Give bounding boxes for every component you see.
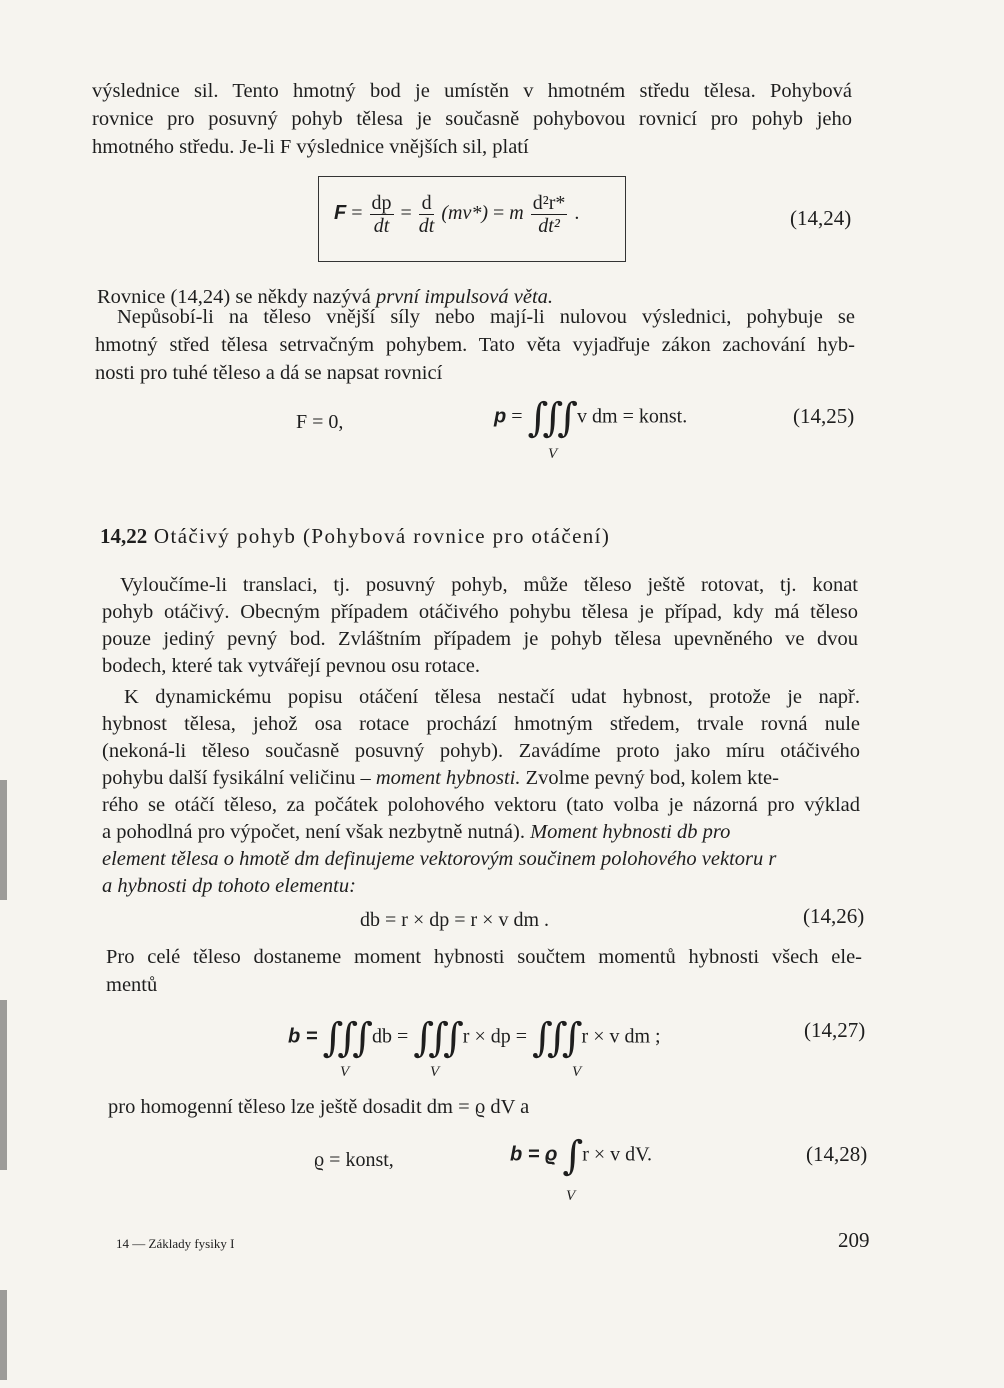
paragraph-line: (nekoná-li těleso současně posuvný pohyb). Zavádíme proto jako míru otáčivého <box>102 740 860 762</box>
section-heading: 14,22 Otáčivý pohyb (Pohybová rovnice pro otáčení) <box>100 524 611 548</box>
paragraph-line: výslednice sil. Tento hmotný bod je umístěn v hmotném středu tělesa. Pohybová <box>92 80 852 102</box>
paragraph-line: pohyb otáčivý. Obecným případem otáčivého pohybu tělesa je případ, kdy má těleso <box>102 601 858 623</box>
paragraph-line: Vyloučíme-li translaci, tj. posuvný pohyb, může těleso ještě rotovat, tj. konat <box>120 574 858 596</box>
equation-14-27: b = ∫∫∫ db = ∫∫∫ r × dp = ∫∫∫ r × v dm ; <box>288 1015 661 1061</box>
triple-integral-sign: ∫∫∫ <box>413 1015 458 1061</box>
equation-14-25-left: F = 0, <box>296 411 344 433</box>
integral-domain: V <box>566 1188 576 1204</box>
paragraph-line: hybnost tělesa, jehož osa rotace prochází hmotným středem, trvale rovná nule <box>102 713 860 735</box>
paragraph-line: rovnice pro posuvný pohyb tělesa je současně pohybovou rovnicí pro pohyb jeho <box>92 108 852 130</box>
integral-domain: V <box>548 446 558 462</box>
integral-domain: V <box>340 1064 350 1080</box>
integral-domain: V <box>572 1064 582 1080</box>
equation-14-26: db = r × dp = r × v dm . <box>360 909 549 931</box>
footer-signature: 14 — Základy fysiky I <box>116 1236 235 1251</box>
equation-14-24: F = $\frac{dp}{dt}$ = $\frac{d}{dt}$ (mv*) = m $\frac{\text{d²r*}}{\text{dt²}}$ . <box>334 192 580 237</box>
equation-number: (14,25) <box>793 404 855 428</box>
paragraph-line: pohybu další fysikální veličinu – moment hybnosti. Zvolme pevný bod, kolem kte- <box>102 767 779 789</box>
paragraph-line: hmotný střed tělesa setrvačným pohybem. Tato věta vyjadřuje zákon zachování hyb- <box>95 334 855 356</box>
binding-edge <box>0 780 7 900</box>
paragraph-line: nosti pro tuhé těleso a dá se napsat rovnicí <box>95 362 443 384</box>
paragraph-line: mentů <box>106 974 158 996</box>
fraction: $\frac{\text{d²r*}}{\text{dt²}}$ <box>532 192 566 237</box>
paragraph-line: pro homogenní těleso lze ještě dosadit dm = ϱ dV a <box>108 1096 530 1118</box>
paragraph-line: bodech, které tak vytvářejí pevnou osu rotace. <box>102 655 480 677</box>
paragraph-line: Rovnice (14,24) se někdy nazývá první impulsová věta. <box>97 286 554 308</box>
binding-edge <box>0 1000 7 1170</box>
equation-number: (14,27) <box>804 1018 866 1042</box>
equation-number: (14,28) <box>806 1142 868 1166</box>
equation-14-25: p = ∫∫∫ v dm = konst. <box>494 395 688 441</box>
triple-integral-sign: ∫∫∫ <box>322 1015 367 1061</box>
paragraph-line: Pro celé těleso dostaneme moment hybnosti součtem momentů hybnosti všech ele- <box>106 946 862 968</box>
paragraph-line: rého se otáčí těleso, za počátek polohového vektoru (tato volba je názorná pro výklad <box>102 794 860 816</box>
triple-integral-sign: ∫∫∫ <box>527 395 573 441</box>
integral-sign: ∫ <box>562 1133 578 1179</box>
equation-number: (14,24) <box>790 206 852 230</box>
paragraph-line: element tělesa o hmotě dm definujeme vektorovým součinem polohového vektoru r <box>102 848 777 870</box>
equation-term: F <box>334 202 347 225</box>
fraction: $\frac{d}{dt}$ <box>418 192 435 237</box>
triple-integral-sign: ∫∫∫ <box>532 1015 577 1061</box>
integral-domain: V <box>430 1064 440 1080</box>
page-number: 209 <box>838 1228 870 1252</box>
equation-14-28: b = ϱ ∫ r × v dV. <box>510 1133 653 1179</box>
paragraph-line: K dynamickému popisu otáčení tělesa nestačí udat hybnost, protože je např. <box>124 686 860 708</box>
equation-number: (14,26) <box>803 904 865 928</box>
paragraph-line: a hybnosti dp tohoto elementu: <box>102 875 356 897</box>
equation-14-28-left: ϱ = konst, <box>314 1149 394 1171</box>
paragraph-line: Nepůsobí-li na těleso vnější síly nebo mají-li nulovou výslednici, pohybuje se <box>117 306 855 328</box>
binding-edge <box>0 1290 7 1380</box>
fraction: $\frac{dp}{dt}$ <box>371 192 392 237</box>
paragraph-line: hmotného středu. Je-li F výslednice vnějších sil, platí <box>92 136 529 158</box>
paragraph-line: pouze jediný pevný bod. Zvláštním případem je pohyb tělesa upevněného ve dvou <box>102 628 858 650</box>
paragraph-line: a pohodlná pro výpočet, není však nezbytně nutná). Moment hybnosti db pro <box>102 821 731 843</box>
